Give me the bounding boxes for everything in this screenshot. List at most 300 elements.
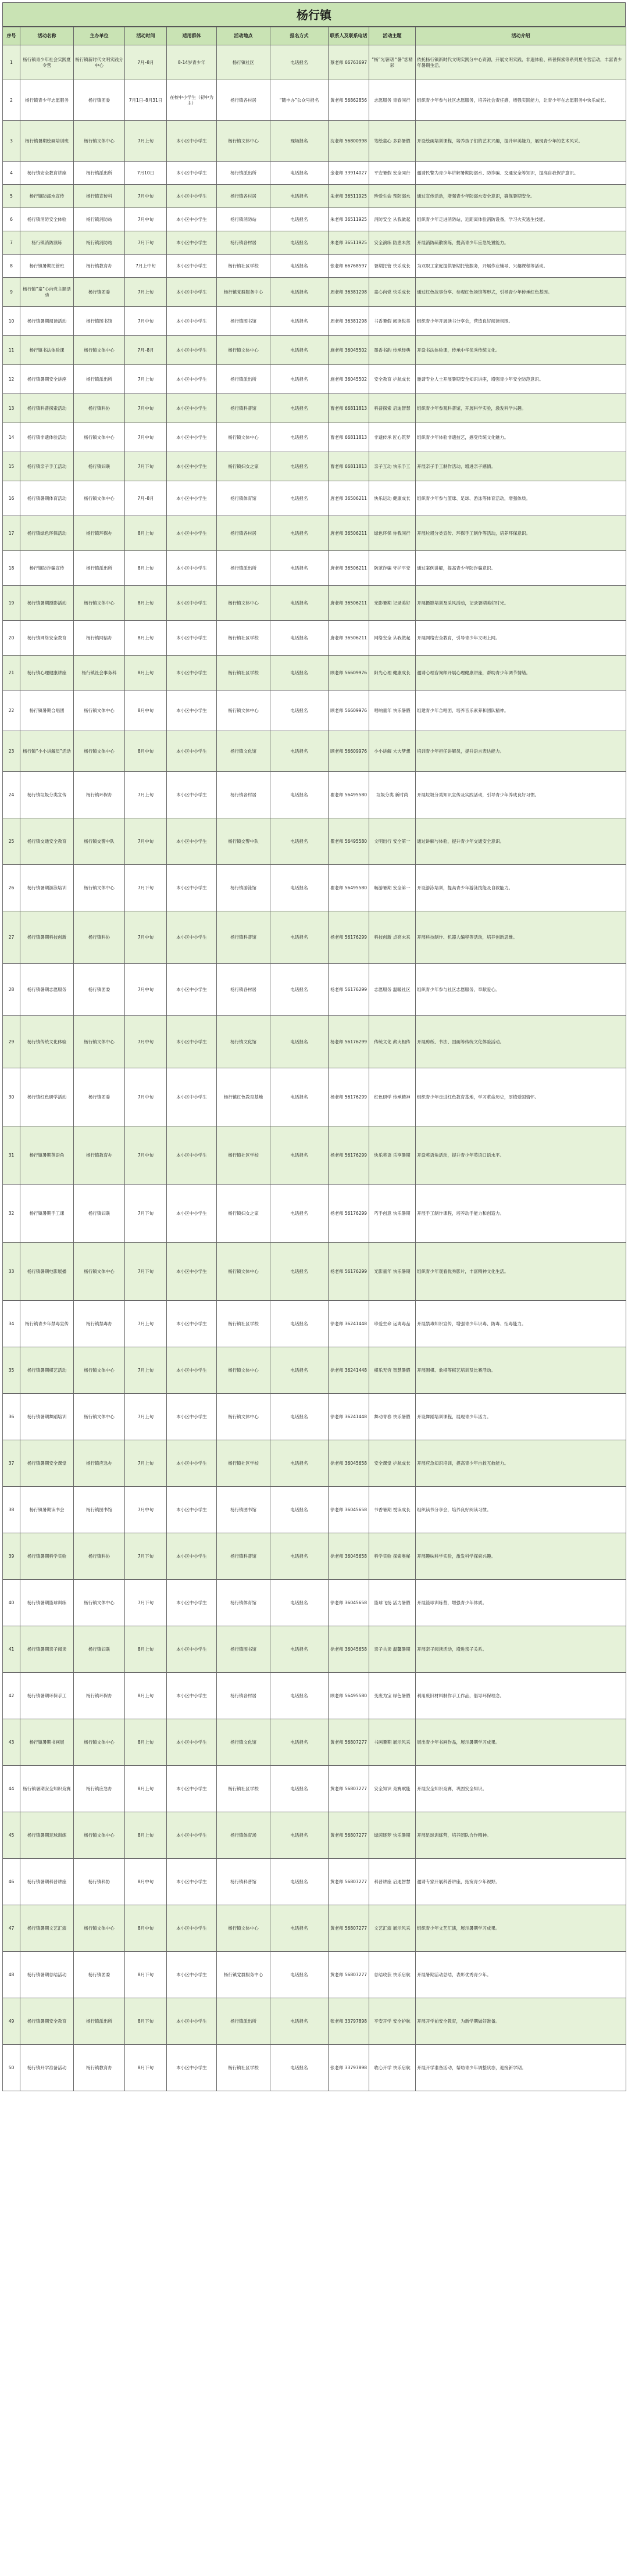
activity-location: 杨行镇交警中队	[217, 818, 270, 865]
activity-description: 组建青少年合唱团，培养音乐素养和团队精神。	[416, 690, 626, 731]
activity-time: 8月上旬	[125, 516, 167, 551]
activity-time: 7月上中旬	[125, 255, 167, 278]
target-group: 本小区中小学生	[167, 231, 217, 255]
row-index: 47	[3, 1905, 20, 1952]
activity-theme: 篮球飞扬 活力暑假	[369, 1580, 416, 1626]
activity-theme: 平安开学 安全护航	[369, 1998, 416, 2045]
contact: 张老师 66768597	[329, 255, 369, 278]
activity-description: 开设英语角活动，提升青少年英语口语水平。	[416, 1126, 626, 1185]
activity-theme: 亲子互动 快乐手工	[369, 452, 416, 481]
activity-theme: 安全教育 护航成长	[369, 365, 416, 394]
activity-theme: 珍爱生命 预防溺水	[369, 185, 416, 208]
table-row	[3, 586, 626, 621]
organizer: 杨行镇交警中队	[74, 818, 125, 865]
activity-location: 杨行镇文体中心	[217, 1905, 270, 1952]
activity-location: 杨行镇社区学校	[217, 1440, 270, 1487]
activity-theme: 志愿服务 青春同行	[369, 80, 416, 121]
row-index: 33	[3, 1243, 20, 1301]
activity-location: 杨行镇社区学校	[217, 2045, 270, 2091]
activity-time: 7月上旬	[125, 121, 167, 162]
activity-theme: 暑期托管 快乐成长	[369, 255, 416, 278]
row-index: 6	[3, 208, 20, 231]
organizer: 杨行镇图书馆	[74, 1487, 125, 1533]
activity-description: 邀请心理咨询师开展心理健康讲座，帮助青少年调节情绪。	[416, 656, 626, 690]
activity-name: 杨行镇安全教育讲座	[20, 162, 74, 185]
row-index: 10	[3, 307, 20, 336]
activity-time: 7月上旬	[125, 1301, 167, 1347]
activity-theme: 巧手创意 快乐暑期	[369, 1185, 416, 1243]
organizer: 杨行镇文体中心	[74, 481, 125, 516]
activity-description: 开展网络安全教育，引导青少年文明上网。	[416, 621, 626, 656]
table-row	[3, 1185, 626, 1243]
activity-location: 杨行镇社区学校	[217, 1766, 270, 1812]
organizer: 杨行镇应急办	[74, 1766, 125, 1812]
activity-theme: 消防安全 从我做起	[369, 208, 416, 231]
contact: 黄老师 56807277	[329, 1766, 369, 1812]
activity-time: 7月下旬	[125, 1533, 167, 1580]
organizer: 杨行镇妇联	[74, 452, 125, 481]
activity-time: 8月上旬	[125, 551, 167, 586]
signup-method: 电话报名	[270, 690, 329, 731]
organizer: 杨行镇派出所	[74, 365, 125, 394]
row-index: 29	[3, 1016, 20, 1068]
organizer: 杨行镇团委	[74, 80, 125, 121]
activity-location: 杨行镇文体中心	[217, 423, 270, 452]
row-index: 42	[3, 1673, 20, 1719]
target-group: 本小区中小学生	[167, 278, 217, 307]
activity-location: 杨行镇科普馆	[217, 911, 270, 964]
activity-location: 杨行镇体育场	[217, 1812, 270, 1859]
activity-time: 8月上旬	[125, 1719, 167, 1766]
table-row	[3, 516, 626, 551]
target-group: 本小区中小学生	[167, 1347, 217, 1394]
row-index: 7	[3, 231, 20, 255]
activity-time: 7月上旬	[125, 365, 167, 394]
signup-method: 电话报名	[270, 731, 329, 772]
table-row	[3, 1126, 626, 1185]
column-header: 活动地点	[217, 27, 270, 45]
activity-theme: 笔绘童心 多彩暑假	[369, 121, 416, 162]
activity-theme: 安全知识 竞赛赋能	[369, 1766, 416, 1812]
activity-theme: 科普讲座 启迪智慧	[369, 1859, 416, 1905]
target-group: 8-14岁青少年	[167, 45, 217, 80]
activity-location: 杨行镇社区学校	[217, 656, 270, 690]
column-header: 联系人及联系电话	[329, 27, 369, 45]
activity-description: 组织青少年参与社区志愿服务，培养社会责任感，增强实践能力，让青少年在志愿服务中快乐成长。	[416, 80, 626, 121]
activity-location: 杨行镇文化馆	[217, 1016, 270, 1068]
organizer: 杨行镇文体中心	[74, 586, 125, 621]
target-group: 本小区中小学生	[167, 1998, 217, 2045]
signup-method: 电话报名	[270, 1185, 329, 1243]
target-group: 本小区中小学生	[167, 1859, 217, 1905]
row-index: 50	[3, 2045, 20, 2091]
page-title: 杨行镇	[2, 2, 626, 27]
target-group: 本小区中小学生	[167, 255, 217, 278]
column-header: 活动时间	[125, 27, 167, 45]
target-group: 本小区中小学生	[167, 1766, 217, 1812]
activity-name: 杨行镇暑期科技创新	[20, 911, 74, 964]
activity-description: 开展手工制作课程，培养动手能力和创造力。	[416, 1185, 626, 1243]
activity-location: 杨行镇消防站	[217, 208, 270, 231]
activity-location: 杨行镇科普馆	[217, 1859, 270, 1905]
contact: 徐老师 36045658	[329, 1580, 369, 1626]
activity-name: 杨行镇暑期舞蹈培训	[20, 1394, 74, 1440]
activity-name: 杨行镇暑期安全课堂	[20, 1440, 74, 1487]
activity-description: 开展亲子阅读活动，增进亲子关系。	[416, 1626, 626, 1673]
activity-name: 杨行镇暑期合唱团	[20, 690, 74, 731]
activity-description: 展出青少年书画作品，展示暑期学习成果。	[416, 1719, 626, 1766]
row-index: 40	[3, 1580, 20, 1626]
activity-name: 杨行镇传统文化体验	[20, 1016, 74, 1068]
activity-location: 杨行镇各村居	[217, 516, 270, 551]
organizer: 杨行镇文体中心	[74, 121, 125, 162]
activity-location: 杨行镇社区学校	[217, 255, 270, 278]
activity-description: 开设书法体验课，传承中华优秀传统文化。	[416, 336, 626, 365]
target-group: 本小区中小学生	[167, 208, 217, 231]
signup-method: 电话报名	[270, 1998, 329, 2045]
target-group: 本小区中小学生	[167, 185, 217, 208]
row-index: 38	[3, 1487, 20, 1533]
organizer: 杨行镇教育办	[74, 255, 125, 278]
activity-name: 杨行镇青少年禁毒宣传	[20, 1301, 74, 1347]
activity-name: 杨行镇青少年志愿服务	[20, 80, 74, 121]
activity-location: 杨行镇妇女之家	[217, 452, 270, 481]
activity-theme: 绿色环保 你我同行	[369, 516, 416, 551]
activity-location: 杨行镇科普馆	[217, 394, 270, 423]
target-group: 本小区中小学生	[167, 586, 217, 621]
table-row	[3, 394, 626, 423]
activity-theme: 快乐运动 健康成长	[369, 481, 416, 516]
table-row	[3, 423, 626, 452]
activity-description: 邀请专家开展科普讲座，拓宽青少年视野。	[416, 1859, 626, 1905]
contact: 张老师 33797898	[329, 2045, 369, 2091]
activity-name: 杨行镇防诈骗宣传	[20, 551, 74, 586]
target-group: 本小区中小学生	[167, 307, 217, 336]
contact: 徐老师 36045658	[329, 1440, 369, 1487]
activity-theme: 阳光心理 健康成长	[369, 656, 416, 690]
signup-method: 现场报名	[270, 121, 329, 162]
organizer: 杨行镇环保办	[74, 1673, 125, 1719]
activity-description: 开展暑期活动总结，表彰优秀青少年。	[416, 1952, 626, 1998]
activity-time: 7月–8月	[125, 336, 167, 365]
row-index: 1	[3, 45, 20, 80]
activity-description: 通过红色故事分享、参观红色场馆等形式，引导青少年传承红色基因。	[416, 278, 626, 307]
table-row	[3, 818, 626, 865]
organizer: 杨行镇文体中心	[74, 731, 125, 772]
activity-description: 开设游泳培训，提高青少年游泳技能及自救能力。	[416, 865, 626, 911]
signup-method: 电话报名	[270, 586, 329, 621]
contact: 杨老师 56176299	[329, 1185, 369, 1243]
activity-time: 7月上旬	[125, 1394, 167, 1440]
table-row	[3, 452, 626, 481]
row-index: 21	[3, 656, 20, 690]
target-group: 本小区中小学生	[167, 1185, 217, 1243]
activity-time: 8月上旬	[125, 1812, 167, 1859]
activity-name: 杨行镇暑期科学实验	[20, 1533, 74, 1580]
target-group: 本小区中小学生	[167, 2045, 217, 2091]
table-row	[3, 1394, 626, 1440]
activity-theme: “杨”光暑期 “暑”您精彩	[369, 45, 416, 80]
contact: 朱老师 36511925	[329, 185, 369, 208]
activity-time: 7月–8月	[125, 481, 167, 516]
activity-name: 杨行镇暑期手工课	[20, 1185, 74, 1243]
table-row	[3, 656, 626, 690]
signup-method: 电话报名	[270, 1301, 329, 1347]
activity-description: 开设舞蹈培训课程，展现青少年活力。	[416, 1394, 626, 1440]
activity-location: 杨行镇文体中心	[217, 1394, 270, 1440]
organizer: 杨行镇文体中心	[74, 1394, 125, 1440]
activity-time: 7月中旬	[125, 1068, 167, 1126]
activity-location: 杨行镇派出所	[217, 551, 270, 586]
activity-time: 7月下旬	[125, 1580, 167, 1626]
row-index: 46	[3, 1859, 20, 1905]
activity-name: 杨行镇开学准备活动	[20, 2045, 74, 2091]
target-group: 本小区中小学生	[167, 1812, 217, 1859]
activity-name: 杨行镇暑期篮球训练	[20, 1580, 74, 1626]
activity-name: 杨行镇暑期电影展播	[20, 1243, 74, 1301]
activity-location: 杨行镇图书馆	[217, 1487, 270, 1533]
signup-method: 电话报名	[270, 2045, 329, 2091]
activity-location: 杨行镇各村居	[217, 964, 270, 1016]
activity-name: 杨行镇非遗体验活动	[20, 423, 74, 452]
activity-name: 杨行镇“小小讲解员”活动	[20, 731, 74, 772]
table-row	[3, 1068, 626, 1126]
contact: 瞿老师 56495580	[329, 865, 369, 911]
activity-location: 杨行镇各村居	[217, 231, 270, 255]
activity-name: 杨行镇暑期读书会	[20, 1487, 74, 1533]
organizer: 杨行镇教育办	[74, 2045, 125, 2091]
signup-method: 电话报名	[270, 1347, 329, 1394]
target-group: 本小区中小学生	[167, 452, 217, 481]
row-index: 49	[3, 1998, 20, 2045]
activity-location: 杨行镇社区学校	[217, 621, 270, 656]
target-group: 本小区中小学生	[167, 516, 217, 551]
target-group: 本小区中小学生	[167, 1301, 217, 1347]
table-header-row	[3, 27, 626, 45]
activity-time: 8月中旬	[125, 690, 167, 731]
table-row	[3, 365, 626, 394]
activity-description: 邀请民警为青少年讲解暑期防溺水、防诈骗、交通安全等知识，提高自我保护意识。	[416, 162, 626, 185]
activity-theme: 光影暑期 记录美好	[369, 586, 416, 621]
activity-theme: 科普探索 启迪智慧	[369, 394, 416, 423]
table-row	[3, 865, 626, 911]
activity-location: 杨行镇社区学校	[217, 1126, 270, 1185]
activity-time: 7月下旬	[125, 1243, 167, 1301]
row-index: 13	[3, 394, 20, 423]
signup-method: 电话报名	[270, 1952, 329, 1998]
table-row	[3, 1347, 626, 1394]
activity-name: 杨行镇科普探索活动	[20, 394, 74, 423]
signup-method: 电话报名	[270, 1533, 329, 1580]
table-row	[3, 1812, 626, 1859]
contact: 杨老师 56176299	[329, 964, 369, 1016]
activity-description: 开展安全知识竞赛，巩固安全知识。	[416, 1766, 626, 1812]
activity-time: 7月中旬	[125, 1016, 167, 1068]
target-group: 本小区中小学生	[167, 551, 217, 586]
activity-description: 利用废旧材料制作手工作品，倡导环保理念。	[416, 1673, 626, 1719]
activity-location: 杨行镇科普馆	[217, 1533, 270, 1580]
activity-theme: 科学实验 探索奥秘	[369, 1533, 416, 1580]
table-row	[3, 772, 626, 818]
activity-name: 杨行镇绿色环保活动	[20, 516, 74, 551]
organizer: 杨行镇文体中心	[74, 1243, 125, 1301]
row-index: 15	[3, 452, 20, 481]
activity-location: 杨行镇文体中心	[217, 690, 270, 731]
organizer: 杨行镇教育办	[74, 1126, 125, 1185]
activity-description: 组织青少年文艺汇演，展示暑期学习成果。	[416, 1905, 626, 1952]
target-group: 本小区中小学生	[167, 865, 217, 911]
organizer: 杨行镇图书馆	[74, 307, 125, 336]
signup-method: 电话报名	[270, 516, 329, 551]
contact: 徐老师 36045658	[329, 1626, 369, 1673]
organizer: 杨行镇文体中心	[74, 1580, 125, 1626]
activity-location: 杨行镇派出所	[217, 365, 270, 394]
row-index: 25	[3, 818, 20, 865]
contact: 朱老师 36511925	[329, 208, 369, 231]
activity-time: 8月中旬	[125, 1905, 167, 1952]
signup-method: 电话报名	[270, 656, 329, 690]
column-header: 适用群体	[167, 27, 217, 45]
activity-time: 7月10日	[125, 162, 167, 185]
row-index: 19	[3, 586, 20, 621]
signup-method: 电话报名	[270, 964, 329, 1016]
contact: 唐老师 36506211	[329, 481, 369, 516]
organizer: 杨行镇文体中心	[74, 1812, 125, 1859]
organizer: 杨行镇文体中心	[74, 1719, 125, 1766]
activity-description: 培训青少年担任讲解员，提升语言表达能力。	[416, 731, 626, 772]
organizer: 杨行镇新时代文明实践分中心	[74, 45, 125, 80]
row-index: 45	[3, 1812, 20, 1859]
activity-time: 7月中旬	[125, 911, 167, 964]
activity-description: 开展科技制作、机器人编程等活动，培养创新思维。	[416, 911, 626, 964]
activity-theme: 棋乐无穷 智慧暑假	[369, 1347, 416, 1394]
row-index: 4	[3, 162, 20, 185]
table-row	[3, 1719, 626, 1766]
organizer: 杨行镇科协	[74, 911, 125, 964]
row-index: 23	[3, 731, 20, 772]
activity-time: 7月中旬	[125, 964, 167, 1016]
activity-description: 通过案例讲解，提高青少年防诈骗意识。	[416, 551, 626, 586]
activity-location: 杨行镇文化馆	[217, 731, 270, 772]
activity-description: 组织青少年参观科普馆，开展科学实验，激发科学兴趣。	[416, 394, 626, 423]
signup-method: 电话报名	[270, 452, 329, 481]
contact: 唐老师 36506211	[329, 516, 369, 551]
activity-location: 杨行镇文体中心	[217, 1243, 270, 1301]
table-row	[3, 336, 626, 365]
activity-description: 组织读书分享会，培养良好阅读习惯。	[416, 1487, 626, 1533]
signup-method: 电话报名	[270, 307, 329, 336]
activity-theme: 垃圾分类 新时尚	[369, 772, 416, 818]
target-group: 本小区中小学生	[167, 1673, 217, 1719]
signup-method: 电话报名	[270, 1580, 329, 1626]
activity-time: 7月中旬	[125, 185, 167, 208]
contact: 曹老师 66811813	[329, 452, 369, 481]
activity-time: 7月下旬	[125, 1185, 167, 1243]
activity-description: 通过讲解与体验，提升青少年交通安全意识。	[416, 818, 626, 865]
signup-method: 电话报名	[270, 1626, 329, 1673]
target-group: 本小区中小学生	[167, 1580, 217, 1626]
activity-location: 杨行镇体育馆	[217, 1580, 270, 1626]
activity-time: 8月上旬	[125, 1626, 167, 1673]
target-group: 本小区中小学生	[167, 1394, 217, 1440]
contact: 朱老师 36511925	[329, 231, 369, 255]
activity-theme: 亲子共读 温馨暑期	[369, 1626, 416, 1673]
target-group: 本小区中小学生	[167, 1533, 217, 1580]
activity-time: 7月中旬	[125, 1126, 167, 1185]
contact: 杨老师 56176299	[329, 1068, 369, 1126]
target-group: 本小区中小学生	[167, 394, 217, 423]
signup-method: 电话报名	[270, 911, 329, 964]
row-index: 9	[3, 278, 20, 307]
activity-location: 杨行镇派出所	[217, 1998, 270, 2045]
target-group: 本小区中小学生	[167, 1626, 217, 1673]
activity-theme: 平安暑假 安全同行	[369, 162, 416, 185]
table-row	[3, 208, 626, 231]
activity-location: 杨行镇红色教育基地	[217, 1068, 270, 1126]
activity-theme: 光影童年 快乐暑期	[369, 1243, 416, 1301]
signup-method: 电话报名	[270, 1440, 329, 1487]
table-row	[3, 1016, 626, 1068]
activity-name: 杨行镇网络安全教育	[20, 621, 74, 656]
contact: 周老师 36381298	[329, 307, 369, 336]
organizer: 杨行镇宣传科	[74, 185, 125, 208]
row-index: 43	[3, 1719, 20, 1766]
organizer: 杨行镇文体中心	[74, 423, 125, 452]
row-index: 31	[3, 1126, 20, 1185]
contact: 顾老师 56609976	[329, 656, 369, 690]
contact: 黄老师 56807277	[329, 1859, 369, 1905]
activity-theme: 书香暑假 阅读悦美	[369, 307, 416, 336]
organizer: 杨行镇文体中心	[74, 1016, 125, 1068]
organizer: 杨行镇团委	[74, 1952, 125, 1998]
activity-location: 杨行镇各村居	[217, 185, 270, 208]
table-row	[3, 1626, 626, 1673]
row-index: 17	[3, 516, 20, 551]
activity-location: 杨行镇文体中心	[217, 586, 270, 621]
contact: 唐老师 36506211	[329, 586, 369, 621]
activity-time: 8月下旬	[125, 2045, 167, 2091]
activity-location: 杨行镇图书馆	[217, 307, 270, 336]
activity-name: 杨行镇暑期文艺汇演	[20, 1905, 74, 1952]
activity-time: 7月中旬	[125, 818, 167, 865]
activity-name: 杨行镇暑期棋艺活动	[20, 1347, 74, 1394]
activity-time: 7月中旬	[125, 208, 167, 231]
table-row	[3, 1952, 626, 1998]
organizer: 杨行镇派出所	[74, 1998, 125, 2045]
target-group: 本小区中小学生	[167, 911, 217, 964]
signup-method: 电话报名	[270, 231, 329, 255]
target-group: 本小区中小学生	[167, 1952, 217, 1998]
organizer: 杨行镇团委	[74, 278, 125, 307]
activity-time: 8月上旬	[125, 1673, 167, 1719]
activity-theme: 书香暑期 悦读成长	[369, 1487, 416, 1533]
row-index: 3	[3, 121, 20, 162]
activity-name: 杨行镇暑期安全讲座	[20, 365, 74, 394]
contact: 周老师 36381298	[329, 278, 369, 307]
activity-name: 杨行镇消防安全体验	[20, 208, 74, 231]
signup-method: 电话报名	[270, 162, 329, 185]
contact: 瞿老师 56495580	[329, 772, 369, 818]
signup-method: 电话报名	[270, 423, 329, 452]
activity-time: 8月中旬	[125, 731, 167, 772]
contact: 黄老师 56807277	[329, 1812, 369, 1859]
organizer: 杨行镇科协	[74, 394, 125, 423]
activity-description: 组织青少年走进红色教育基地，学习革命历史，厚植爱国情怀。	[416, 1068, 626, 1126]
activity-location: 杨行镇图书馆	[217, 1626, 270, 1673]
activity-location: 杨行镇社区	[217, 45, 270, 80]
target-group: 本小区中小学生	[167, 1487, 217, 1533]
activity-time: 8月上旬	[125, 1766, 167, 1812]
